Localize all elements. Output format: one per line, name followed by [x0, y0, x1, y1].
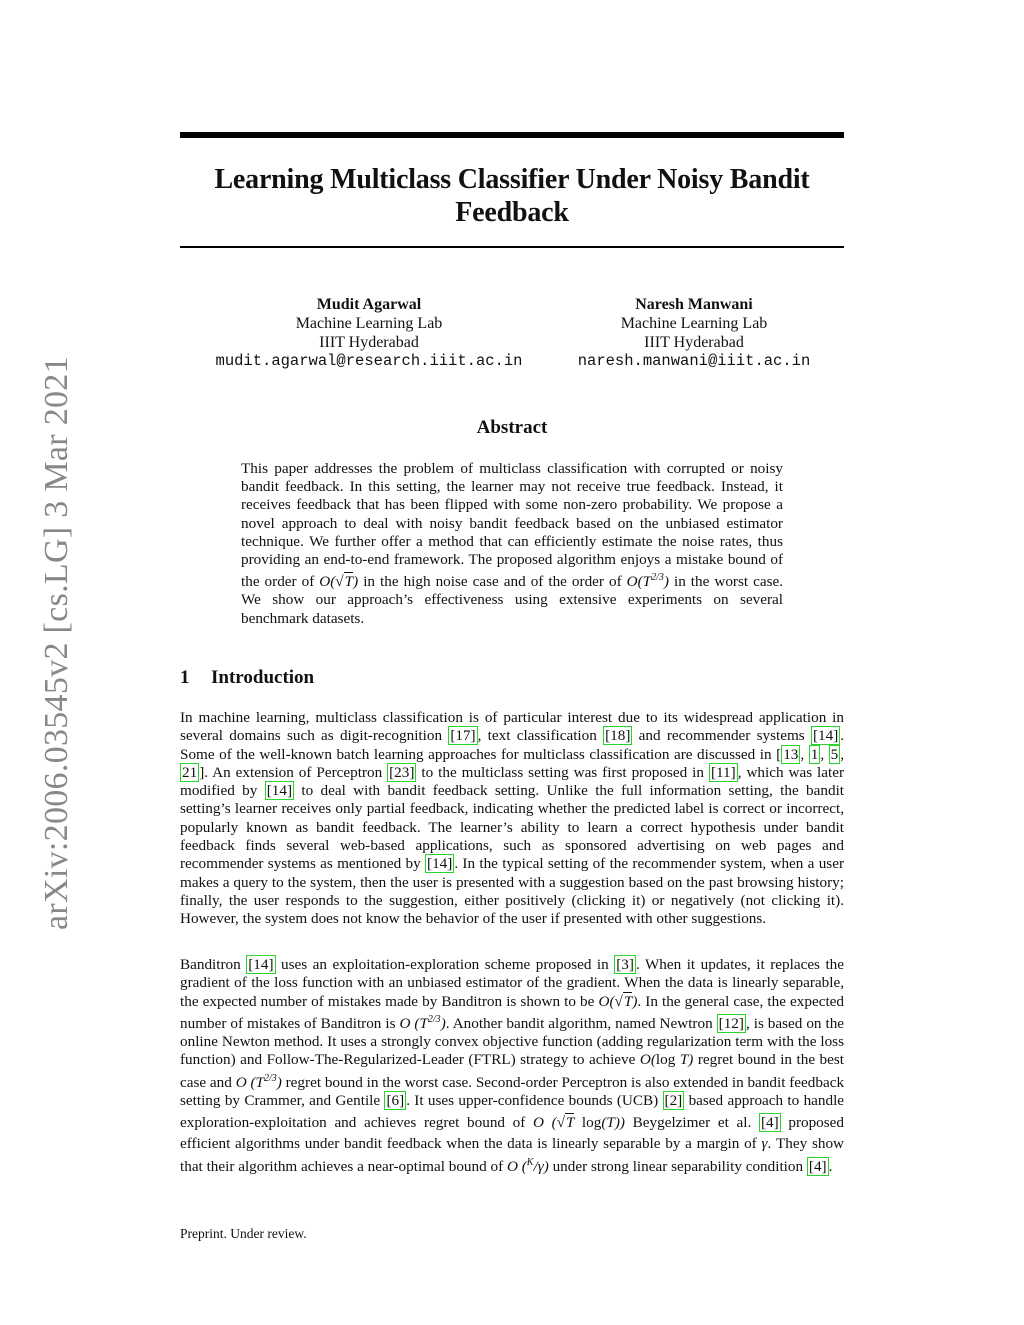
citation-link[interactable]: [4] — [808, 1157, 827, 1175]
section-heading-introduction: 1 Introduction — [180, 667, 315, 688]
intro-paragraph-1: In machine learning, multiclass classification is of particular interest due to its widespread application in several domains such as digit-recognition [17] , text classification [18] and recommender systems [14] . Some of the well-known batch learning approaches for multiclass classification are discussed in [ 13 , 1 , 5 , 21 ]. An extension of Perceptron [23] to the multiclass setting was first proposed in [11] , which was later modified by [14] to deal with bandit feedback setting. Unlike the full information setting, the bandit setting’s learner receives only partial feedback, indicating whether the predicted label is correct or incorrect, popularly known as bandit feedback. The learner’s ability to learn a correct hypothesis under bandit feedback finds several web-based applications, such as sponsored advertising on web pages and recommender systems as mentioned by [14] . In the typical setting of the recommender system, when a user makes a query to the system, then the user is presented with a suggestion based on the past browsing history; finally, the user responds to the suggestion, either positively (clicking it) or negatively (not clicking it). However, the system does not know the behavior of the user if presented with other suggestions. — [180, 709, 845, 928]
title-rule-top — [180, 132, 844, 138]
citation-link[interactable]: [14] — [812, 727, 839, 745]
citation-link[interactable]: [14] — [266, 782, 293, 800]
author-lab: Machine Learning Lab — [295, 315, 443, 332]
citation-link[interactable]: [17] — [450, 727, 476, 745]
author-email[interactable]: naresh.manwani@iiit.ac.in — [577, 352, 811, 370]
citation-link[interactable]: 1 — [810, 745, 819, 763]
citation-link[interactable]: [11] — [710, 763, 736, 781]
title-rule-bottom — [180, 246, 844, 248]
citation-link[interactable]: [4] — [760, 1114, 779, 1132]
citation-link[interactable]: [14] — [248, 956, 274, 973]
author-name: Naresh Manwani — [635, 296, 753, 313]
citation-link[interactable]: [14] — [427, 855, 453, 873]
author-institute: IIIT Hyderabad — [319, 334, 419, 351]
author-block-2 — [560, 295, 828, 371]
citation-link[interactable]: 13 — [783, 745, 799, 763]
author-block-1 — [198, 295, 540, 371]
citation-link[interactable]: [12] — [718, 1014, 744, 1032]
author-email[interactable]: mudit.agarwal@research.iiit.ac.in — [215, 352, 523, 370]
author-lab: Machine Learning Lab — [620, 315, 768, 332]
citation-link[interactable]: [2] — [664, 1092, 683, 1110]
author-name: Mudit Agarwal — [316, 296, 422, 313]
citation-link[interactable]: [3] — [616, 956, 634, 973]
footer-note: Preprint. Under review. — [180, 1226, 307, 1241]
citation-link[interactable]: [6] — [386, 1092, 405, 1110]
author-institute: IIIT Hyderabad — [644, 334, 744, 351]
arxiv-stamp: arXiv:2006.03545v2 [cs.LG] 3 Mar 2021 — [38, 356, 75, 930]
paper-title: Learning Multiclass Classifier Under Noisy Bandit Feedback — [214, 164, 810, 228]
citation-link[interactable]: 5 — [830, 745, 839, 763]
citation-link[interactable]: [18] — [605, 727, 631, 745]
citation-link[interactable]: [23] — [389, 763, 415, 781]
abstract-heading: Abstract — [476, 417, 548, 438]
citation-link[interactable]: 21 — [182, 763, 198, 781]
abstract-text: This paper addresses the problem of multiclass classification with corrupted or noisy bandit feedback. In this setting, the learner may not receive true feedback. Instead, it receives feedback that has been flipped with some non-zero probability. We propose a novel approach to deal with noisy bandit feedback based on the unbiased estimator technique. We further offer a method that can efficiently estimate the noise rates, thus providing an end-to-end framework. The proposed algorithm enjoys a mistake bound of the order of O(√T) in the high noise case and of the order of $O(T^{2/3})$ in the worst case. We show our approach’s effectiveness using extensive experiments on several benchmark datasets. — [241, 460, 784, 627]
intro-paragraph-2: Banditron [14] uses an exploitation-exploration scheme proposed in [3] . When it updates, it replaces the gradient of the loss function with an unbiased estimator of the gradient. When the data is linearly separable, the expected number of mistakes made by Banditron is shown to be O(√T). In the general case, the expected number of mistakes of Banditron is O $(T^{2/3})$. Another bandit algorithm, named Newtron [12] , is based on the online Newton method. It uses a strongly convex objective function (adding regularization term with the loss function) and Follow-The-Regularized-Leader (FTRL) strategy to achieve O(log T) regret bound in the best case and O $(T^{2/3})$ regret bound in the worst case. Second-order Perceptron is also extended in bandit feedback setting by Crammer, and Gentile [6] . It uses upper-confidence bounds (UCB) [2] based approach to handle exploration-exploitation and achieves regret bound of O (√T log(T)) Beygelzimer et al. [4] proposed efficient algorithms under bandit feedback when the data is linearly separable by a margin of γ. They show that their algorithm achieves a near-optimal bound of O ($^K$/γ) under strong linear separability condition [4] . — [180, 956, 845, 1175]
